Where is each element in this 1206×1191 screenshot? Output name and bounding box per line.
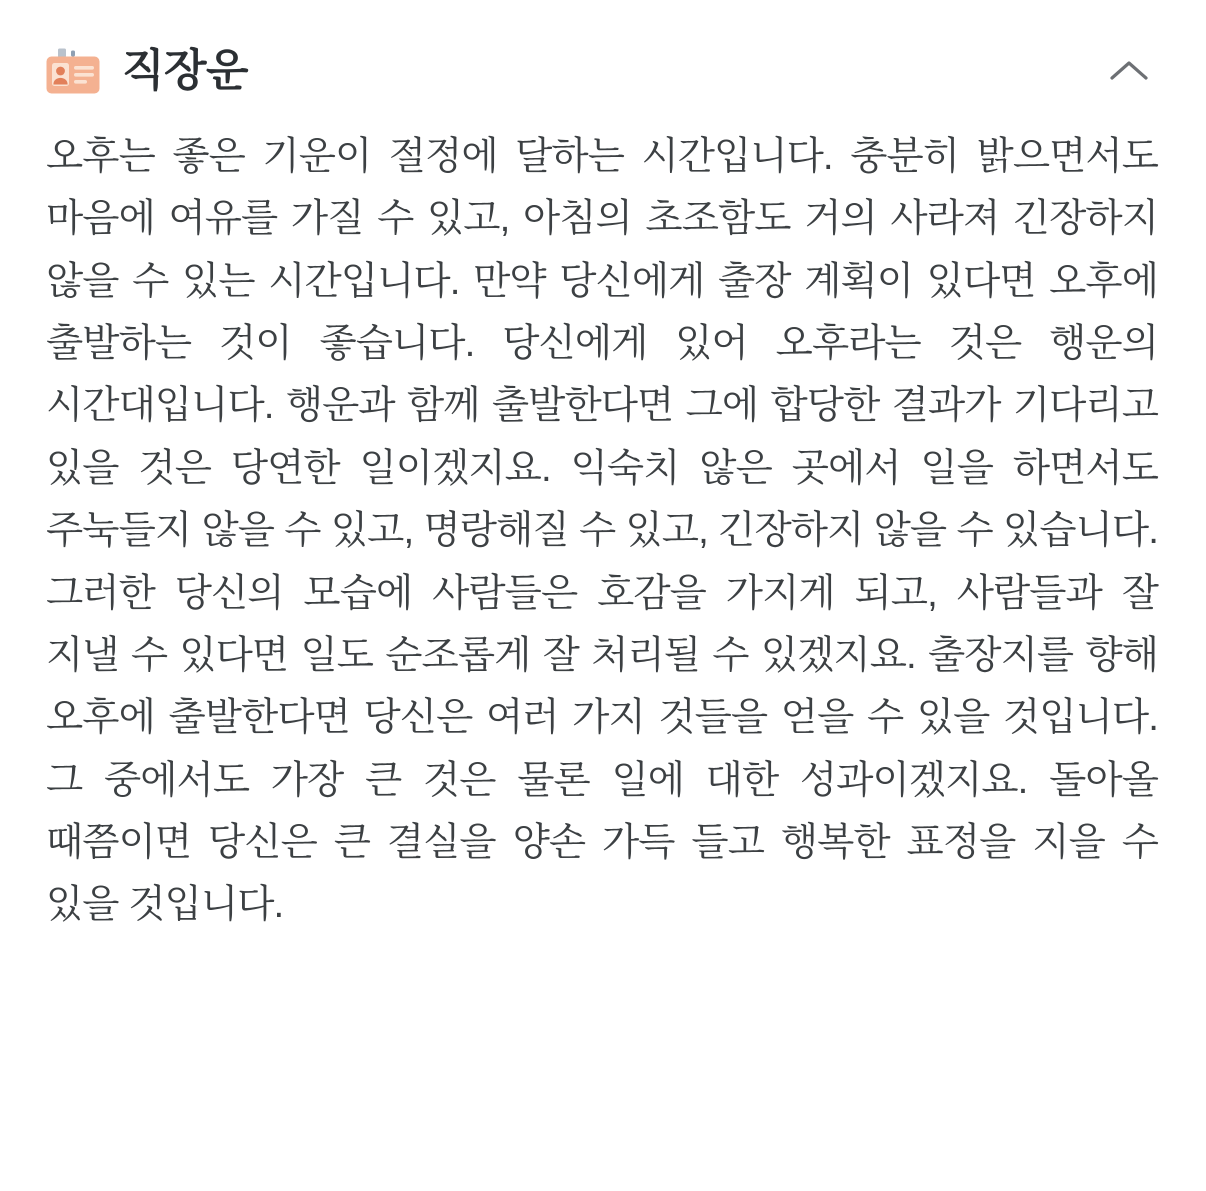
chevron-up-icon xyxy=(1109,58,1149,84)
card-header[interactable] xyxy=(46,34,1160,108)
collapse-toggle-button[interactable] xyxy=(1102,44,1156,98)
id-badge-icon xyxy=(46,48,100,94)
fortune-body-text: 오후는 좋은 기운이 절정에 달하는 시간입니다. 충분히 밝으면서도 마음에 여유를 가질 수 있고, 아침의 초조함도 거의 사라져 긴장하지 않을 수 있는 시간입니다. 만약 당신에게 출장 계획이 있다면 오후에 출발하는 것이 좋습니다. 당신에게 있어 오후라는 것은 행운의 시간대입니다. 행운과 함께 출발한다면 그에 합당한 결과가 기다리고 있을 것은 당연한 일이겠지요. 익숙치 않은 곳에서 일을 하면서도 주눅들지 않을 수 있고, 명랑해질 수 있고, 긴장하지 않을 수 있습니다. 그러한 당신의 모습에 사람들은 호감을 가지게 되고, 사람들과 잘 지낼 수 있다면 일도 순조롭게 잘 처리될 수 있겠지요. 출장지를 향해 오후에 출발한다면 당신은 여러 가지 것들을 얻을 수 있을 것입니다. 그 중에서도 가장 큰 것은 물론 일에 대한 성과이겠지요. 돌아올 때쯤이면 당신은 큰 결실을 양손 가득 들고 행복한 표정을 지을 수 있을 것입니다. xyxy=(46,135,1158,927)
page-title: 직장운 xyxy=(122,45,249,95)
